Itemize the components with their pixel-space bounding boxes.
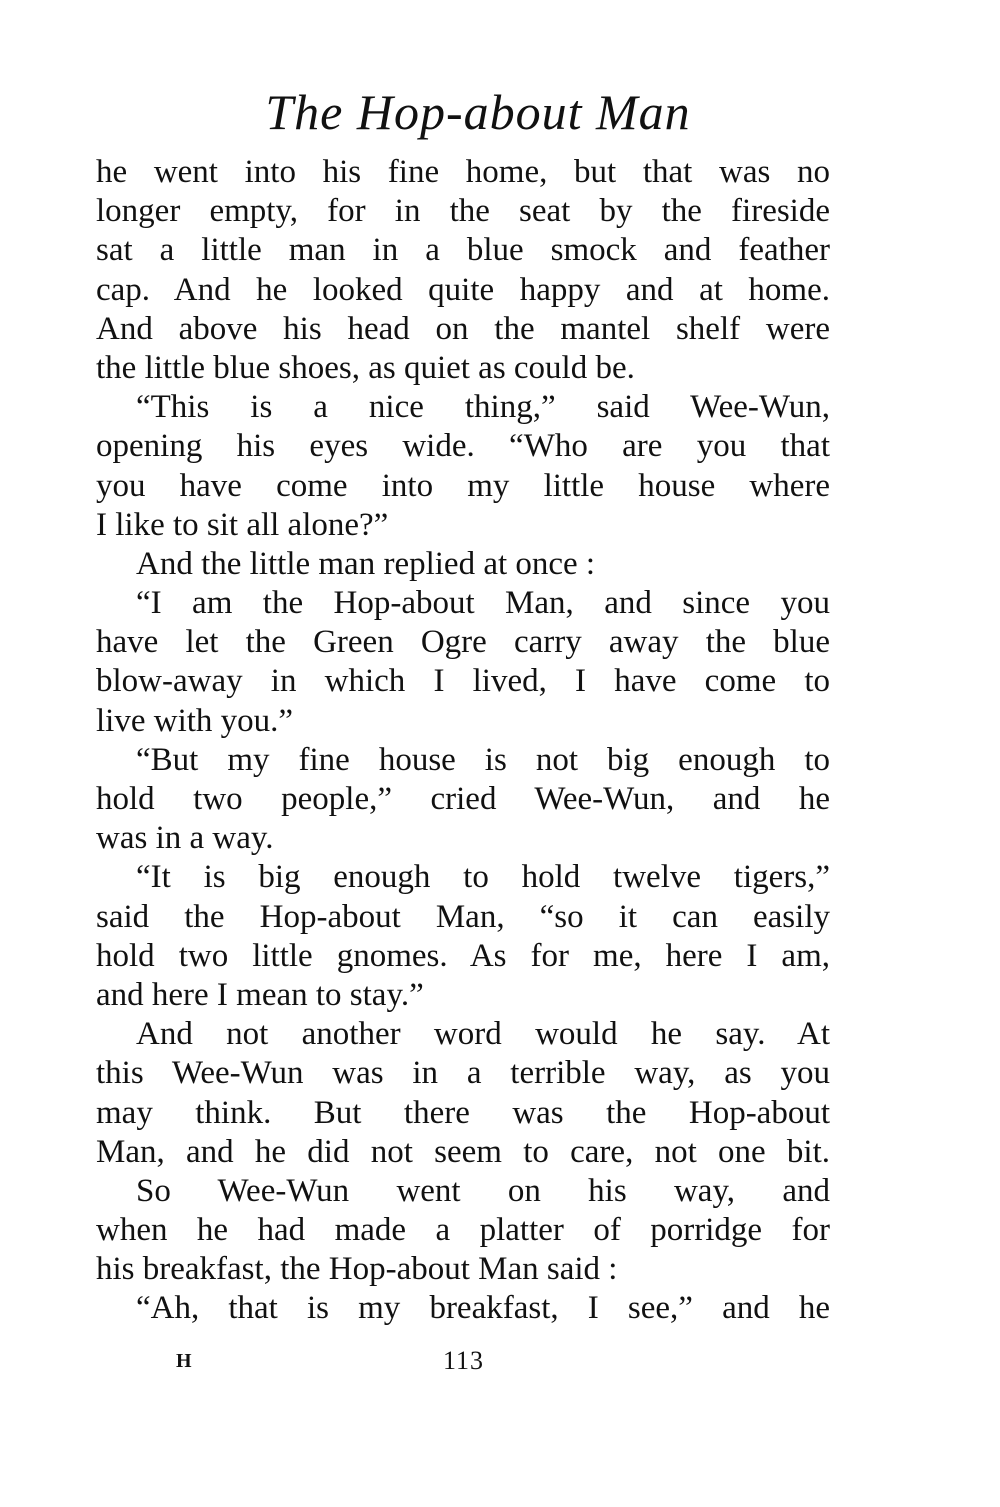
text-line: And above his head on the mantel shelf were: [96, 310, 830, 347]
text-line: his breakfast, the Hop-about Man said :: [96, 1251, 618, 1288]
text-line: “Ah, that is my breakfast, I see,” and he: [136, 1290, 830, 1327]
text-line: “This is a nice thing,” said Wee-Wun,: [136, 389, 830, 426]
text-line: blow-away in which I lived, I have come to: [96, 663, 830, 700]
text-line: I like to sit all alone?”: [96, 506, 389, 543]
text-line: And the little man replied at once :: [136, 545, 596, 582]
text-line: said the Hop-about Man, “so it can easily: [96, 898, 830, 935]
signature-mark: H: [176, 1350, 192, 1372]
text-line: And not another word would he say. At: [136, 1016, 830, 1053]
text-line: when he had made a platter of porridge for: [96, 1212, 830, 1249]
text-line: hold two people,” cried Wee-Wun, and he: [96, 781, 830, 817]
text-line: So Wee-Wun went on his way, and: [136, 1172, 830, 1209]
text-line: live with you.”: [96, 702, 294, 739]
page-footer: [0, 1346, 1000, 1376]
text-line: Man, and he did not seem to care, not one bit.: [96, 1133, 830, 1170]
text-line: hold two little gnomes. As for me, here I am,: [96, 937, 830, 974]
text-line: the little blue shoes, as quiet as could be.: [96, 349, 635, 386]
text-line: “But my fine house is not big enough to: [136, 741, 830, 778]
text-line: this Wee-Wun was in a terrible way, as you: [96, 1055, 830, 1092]
text-line: was in a way.: [96, 820, 274, 857]
text-line: cap. And he looked quite happy and at home.: [96, 271, 830, 308]
text-line: sat a little man in a blue smock and feather: [96, 232, 830, 269]
running-head: The Hop-about Man: [265, 84, 691, 140]
text-line: you have come into my little house where: [96, 467, 830, 504]
text-line: opening his eyes wide. “Who are you that: [96, 428, 830, 465]
text-line: he went into his fine home, but that was no: [96, 154, 830, 190]
text-line: “It is big enough to hold twelve tigers,”: [136, 859, 830, 896]
page-number: 113: [443, 1346, 485, 1375]
text-line: longer empty, for in the seat by the fireside: [96, 193, 830, 230]
text-line: may think. But there was the Hop-about: [96, 1094, 830, 1131]
text-line: and here I mean to stay.”: [96, 976, 424, 1013]
text-line: have let the Green Ogre carry away the blue: [96, 624, 830, 661]
text-line: “I am the Hop-about Man, and since you: [136, 585, 830, 622]
body-text: [96, 153, 830, 1329]
